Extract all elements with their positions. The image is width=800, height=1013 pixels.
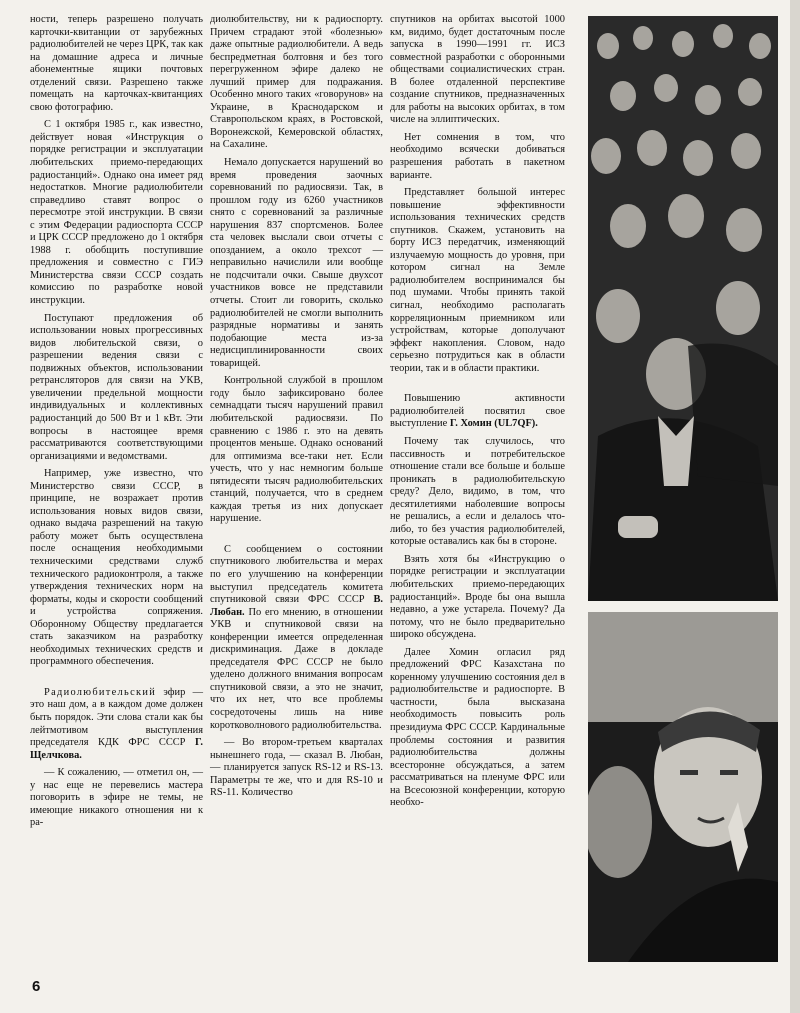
text-column-2 bbox=[210, 14, 383, 805]
paragraph: Поступают предложения об использовании новых прогрессивных видов любительской связи, о разрешении ведения связи с подвижных объектов, использовании ретрансляторов для связи на УКВ, увеличении предельной мощности индивидуальных и коллективных радиостанций до 500 Вт и 1 кВт. Эти вопросы в настоящее время рассматриваются соответствующими организациями и ведомствами. bbox=[30, 312, 203, 462]
speaker-name: Г. Щелчкова. bbox=[30, 737, 203, 761]
page-number: 6 bbox=[32, 978, 41, 995]
paragraph-text: С сообщением о состоянии спутникового любительства и мерах по его улучшению на конференции выступил председатель комитета спутниковой связи ФРС СССР bbox=[210, 543, 383, 606]
paragraph: Взять хотя бы «Инструкцию о порядке регистрации и эксплуатации любительских приемо-передающих радиостанций». Вроде бы она вышла недавно, а уже устарела. Почему? Да потому, что не было предварительно широко обсуждена. bbox=[390, 553, 565, 641]
text-column-1 bbox=[30, 14, 203, 835]
crowd-photo bbox=[588, 16, 778, 601]
paragraph: Например, уже известно, что Министерство связи СССР, в принципе, не возражает против использования новых видов связи, однако выдача разрешений на такую работу может быть осуществлена после оснащения необходимыми техническими средствами служб технического радиоконтроля, а также утверждения технических норм на форматы, коды и скорости сообщений и устройства сопряжения. Оборонному Обществу предлагается стать заказчиком на разработку необходимых технических средств и программного обеспечения. bbox=[30, 468, 203, 668]
paragraph: С 1 октября 1985 г., как известно, действует новая «Инструкция о порядке регистрации и эксплуатации любительских приемо-передающих радиостанций». Однако она имеет ряд недостатков. Многие радиолюбители справедливо ставят вопрос о пересмотре этой инструкции. В связи с этим Федерации радиоспорта СССР и ЦРК СССР предложено до 1 октября 1988 г. обобщить поступившие предложения и совместно с ГИЭ Министерства связи СССР создать комиссию по разработке новой инструкции. bbox=[30, 119, 203, 307]
portrait-photo bbox=[588, 612, 778, 962]
text-column-3 bbox=[390, 14, 565, 815]
portrait-photo-icon bbox=[588, 612, 778, 962]
speaker-name: В. Любан. bbox=[210, 594, 383, 618]
crowd-photo-icon bbox=[588, 16, 778, 601]
page-edge bbox=[790, 0, 800, 1013]
lead-word: Радиолюбительский bbox=[44, 686, 157, 698]
paragraph: Немало допускается нарушений во время проведения заочных соревнований по радиосвязи. Так, в прошлом году из 6260 участников снято с соревнований за различные нарушения 837 спортсменов. Более ста человек выслали свои отчеты с опозданием, а около трехсот — неправильно начислили или вообще не подсчитали очки. Свыше двухсот участников вовсе не представили отчеты. Стоит ли говорить, сколько радиолюбителей не смогли выполнить разрядные нормативы и занять подобающие места из-за недисциплинированности своих товарищей. bbox=[210, 157, 383, 369]
paragraph-text: По его мнению, в отношении УКВ и спутниковой связи на конференции имеется определенная дискриминация. Даже в докладе председателя ФРС СССР не было уделено должного внимания вопросам спутниковой связи, а это не значит, что их нет, что все проблемы сосредоточены лишь на ниве коротковолнового радиолюбительства. bbox=[210, 606, 383, 731]
paragraph bbox=[390, 393, 565, 431]
paragraph: диолюбительству, ни к радиоспорту. Причем страдают этой «болезнью» даже опытные радиолюбители. А ведь беспредметная болтовня и без того перегруженном эфире далеко не лучший пример для подражания. Особенно много таких «говорунов» на Украине, в Краснодарском и Ставропольском краях, в Ростовской, Воронежской, Кемеровской областях, на Сахалине. bbox=[210, 14, 383, 151]
paragraph: Нет сомнения в том, что необходимо всячески добиваться разрешения работать в пакетном варианте. bbox=[390, 131, 565, 181]
paragraph-text: эфир — это наш дом, а в каждом доме должен быть порядок. Эти слова стали как бы лейтмотивом выступления председателя КДК ФРС СССР bbox=[30, 686, 203, 749]
paragraph: — Во втором-третьем кварталах нынешнего года, — сказал В. Любан, — планируется запуск RS-12 и RS-13. Параметры те же, что и для RS-10 и RS-11. Количество bbox=[210, 737, 383, 799]
speaker-name: Г. Хомин (UL7QF). bbox=[449, 418, 538, 430]
paragraph: ности, теперь разрешено получать карточки-квитанции от зарубежных радиолюбителей не через ЦРК, так как на домашние адреса и личные абонементные ящики почтовых отделений связи. Разрешено также помещать на карточках-квитанциях свою фотографию. bbox=[30, 14, 203, 113]
paragraph: — К сожалению, — отметил он, — у нас еще не перевелись мастера поговорить в эфире не темы, не имеющие никакого отношения ни к ра- bbox=[30, 767, 203, 829]
paragraph-text: Повышению активности радиолюбителей посвятил свое выступление bbox=[390, 393, 565, 430]
paragraph bbox=[30, 687, 203, 762]
paragraph: Далее Хомин огласил ряд предложений ФРС Казахстана по коренному улучшению состояния дел в радиолюбительстве и радиоспорте. В частности, была высказана необходимость повысить роль президиума ФРС СССР. Кардинальные проблемы состояния и развития радиолюбительства должны всесторонне обсуждаться, а затем рассматриваться на пленуме ФРС или на Всесоюзной конференции, которую необхо- bbox=[390, 646, 565, 809]
paragraph: Почему так случилось, что пассивность и потребительское отношение стали все больше и больше проникать в радиолюбительскую среду? Дело, видимо, в том, что десятилетиями наболевшие вопросы не решались, а если и делалось что-либо, то без участия радиолюбителей, которые оставались как бы в стороне. bbox=[390, 435, 565, 548]
paragraph bbox=[210, 544, 383, 732]
paragraph: спутников на орбитах высотой 1000 км, видимо, будет достаточным после запуска в 1990—1991 гг. ИСЗ совместной разработки с оборонными обществами социалистических стран. В более отдаленной перспективе создание спутников, предназначенных для работы на высоких орбитах, в том числе на эллиптических. bbox=[390, 14, 565, 126]
paragraph: Контрольной службой в прошлом году было зафиксировано более семнадцати тысяч нарушений правил любительской радиосвязи. По сравнению с 1986 г. это на девять процентов меньше. Однако оснований для оптимизма все-таки нет. Если учесть, что у нас немногим больше пятидесяти тысяч радиолюбительских станций, получается, что в среднем каждая третья из них допускает нарушение. bbox=[210, 375, 383, 525]
paragraph: Представляет большой интерес повышение эффективности использования технических средств спутников. Скажем, установить на борту ИСЗ передатчик, изменяющий излучаемую мощность до уровня, при котором сигнал на Земле радиолюбителем воспринимался бы под шумами. Чтобы принять такой сигнал, необходимо располагать корреляционным приемником или устройствам, которые дополучают эффект накопления. Словом, надо серьезно потрудиться как в области теории, так и в области практики. bbox=[390, 187, 565, 374]
